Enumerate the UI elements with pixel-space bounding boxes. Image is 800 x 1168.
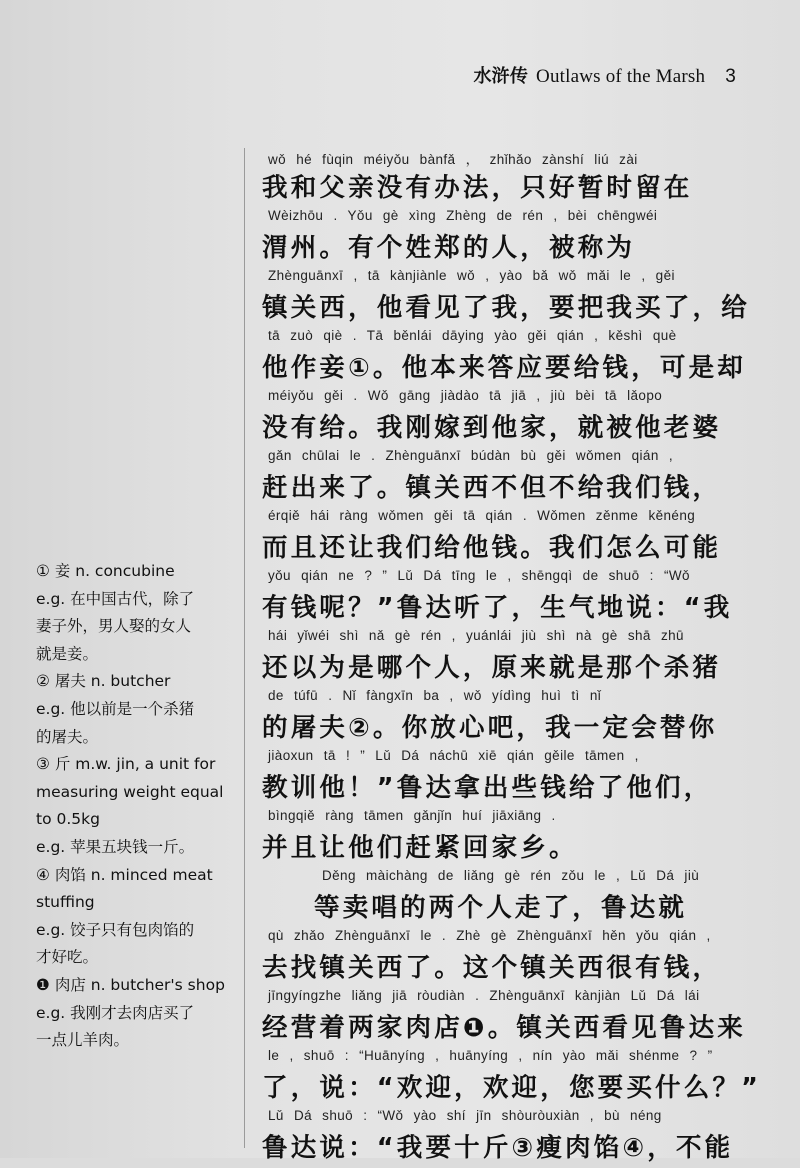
note-line: to 0.5kg [36,810,100,829]
hanzi-line: 他作妾①。他本来答应要给钱，可是却 [262,353,746,383]
story-text [262,148,762,1168]
note-line: ❶ 肉店 n. butcher's shop [36,975,225,994]
hanzi-line: 经营着两家肉店❶。镇关西看见鲁达来 [262,1013,746,1043]
hanzi-line: 了，说：“欢迎，欢迎，您要买什么？” [262,1073,762,1103]
hanzi-line: 还以为是哪个人，原来就是那个杀猪 [262,653,722,683]
pinyin-line: jiàoxun tā ! ” Lǔ Dá náchū xiē qián gěile tāmen , [268,748,639,763]
hanzi-line: 等卖唱的两个人走了，鲁达就 [314,893,688,923]
note-line: ② 屠夫 n. butcher [36,672,171,691]
hanzi-line: 教训他！”鲁达拿出些钱给了他们， [262,773,713,803]
note-line: e.g. 他以前是一个杀猪 [36,699,195,718]
note-line: e.g. 苹果五块钱一斤。 [36,837,195,856]
text-line [262,208,762,268]
running-header [473,62,736,88]
pinyin-line: tā zuò qiè . Tā běnlái dāying yào gěi qián , kěshì què [268,328,677,343]
hanzi-line: 赶出来了。镇关西不但不给我们钱， [262,473,722,503]
text-line [262,928,762,988]
text-line [262,508,762,568]
text-line [262,1108,762,1168]
note-line: ③ 斤 m.w. jin, a unit for [36,755,216,774]
page-number: 3 [725,66,736,87]
text-line [262,988,762,1048]
text-line [262,328,762,388]
note-line: 妻子外，男人娶的女人 [36,617,192,636]
vocabulary-notes [36,558,236,1055]
note-line: e.g. 我刚才去肉店买了 [36,1003,195,1022]
text-line [262,748,762,808]
hanzi-line: 有钱呢？”鲁达听了，生气地说：“我 [262,593,733,623]
note-line: 的屠夫。 [36,727,99,746]
pinyin-line: Děng màichàng de liǎng gè rén zǒu le , Lǔ Dá jiù [322,868,700,883]
hanzi-line: 去找镇关西了。这个镇关西很有钱， [262,953,722,983]
hanzi-line: 我和父亲没有办法，只好暂时留在 [262,173,693,203]
text-line [262,388,762,448]
note-line: stuffing [36,893,95,912]
text-line [262,148,762,208]
text-line [262,448,762,508]
header-title-zh: 水浒传 [473,66,529,87]
text-line [262,868,762,928]
hanzi-line: 的屠夫②。你放心吧，我一定会替你 [262,713,718,743]
note-line: measuring weight equal [36,782,224,801]
pinyin-line: bìngqiě ràng tāmen gǎnjǐn huí jiāxiāng . [268,808,556,823]
hanzi-line: 并且让他们赶紧回家乡。 [262,833,578,863]
pinyin-line: méiyǒu gěi . Wǒ gāng jiàdào tā jiā , jiù bèi tā lǎopo [268,388,663,403]
pinyin-line: le , shuō : “Huānyíng , huānyíng , nín yào mǎi shénme ? ” [268,1048,713,1063]
note-line: ④ 肉馅 n. minced meat [36,865,213,884]
pinyin-line: Lǔ Dá shuō : “Wǒ yào shí jīn shòuròuxiàn , bù néng [268,1108,662,1123]
pinyin-line: érqiě hái ràng wǒmen gěi tā qián . Wǒmen zěnme kěnéng [268,508,696,523]
text-line [262,568,762,628]
text-line [262,268,762,328]
pinyin-line: wǒ hé fùqin méiyǒu bànfǎ ， zhǐhǎo zànshí liú zài [268,152,638,167]
text-line [262,688,762,748]
note-line: 就是妾。 [36,644,99,663]
pinyin-line: de túfū . Nǐ fàngxīn ba , wǒ yídìng huì tì nǐ [268,688,602,703]
pinyin-line: hái yǐwéi shì nǎ gè rén , yuánlái jiù shì nà gè shā zhū [268,628,684,643]
pinyin-line: jīngyíngzhe liǎng jiā ròudiàn . Zhènguānxī kànjiàn Lǔ Dá lái [268,988,700,1003]
hanzi-line: 没有给。我刚嫁到他家，就被他老婆 [262,413,722,443]
hanzi-line: 镇关西，他看见了我，要把我买了，给 [262,293,750,323]
note-line: e.g. 饺子只有包肉馅的 [36,920,195,939]
hanzi-line: 鲁达说：“我要十斤③瘦肉馅④，不能 [262,1133,734,1163]
column-divider [244,148,245,1148]
pinyin-line: Wèizhōu . Yǒu gè xìng Zhèng de rén , bèi chēngwéi [268,208,658,223]
text-line [262,1048,762,1108]
hanzi-line: 而且还让我们给他钱。我们怎么可能 [262,533,722,563]
pinyin-line: qù zhǎo Zhènguānxī le . Zhè gè Zhènguānxī hěn yǒu qián , [268,928,711,943]
header-title-en: Outlaws of the Marsh [536,66,706,87]
hanzi-line: 渭州。有个姓郑的人，被称为 [262,233,636,263]
note-line: e.g. 在中国古代，除了 [36,589,195,608]
pinyin-line: yǒu qián ne ? ” Lǔ Dá tīng le , shēngqì de shuō : “Wǒ [268,568,690,583]
pinyin-line: gǎn chūlai le . Zhènguānxī búdàn bù gěi wǒmen qián , [268,448,674,463]
note-line: 一点儿羊肉。 [36,1031,130,1050]
pinyin-line: Zhènguānxī , tā kànjiànle wǒ , yào bǎ wǒ mǎi le , gěi [268,268,675,283]
note-line: ① 妾 n. concubine [36,562,175,580]
text-line [262,628,762,688]
text-line [262,808,762,868]
note-line: 才好吃。 [36,948,99,967]
